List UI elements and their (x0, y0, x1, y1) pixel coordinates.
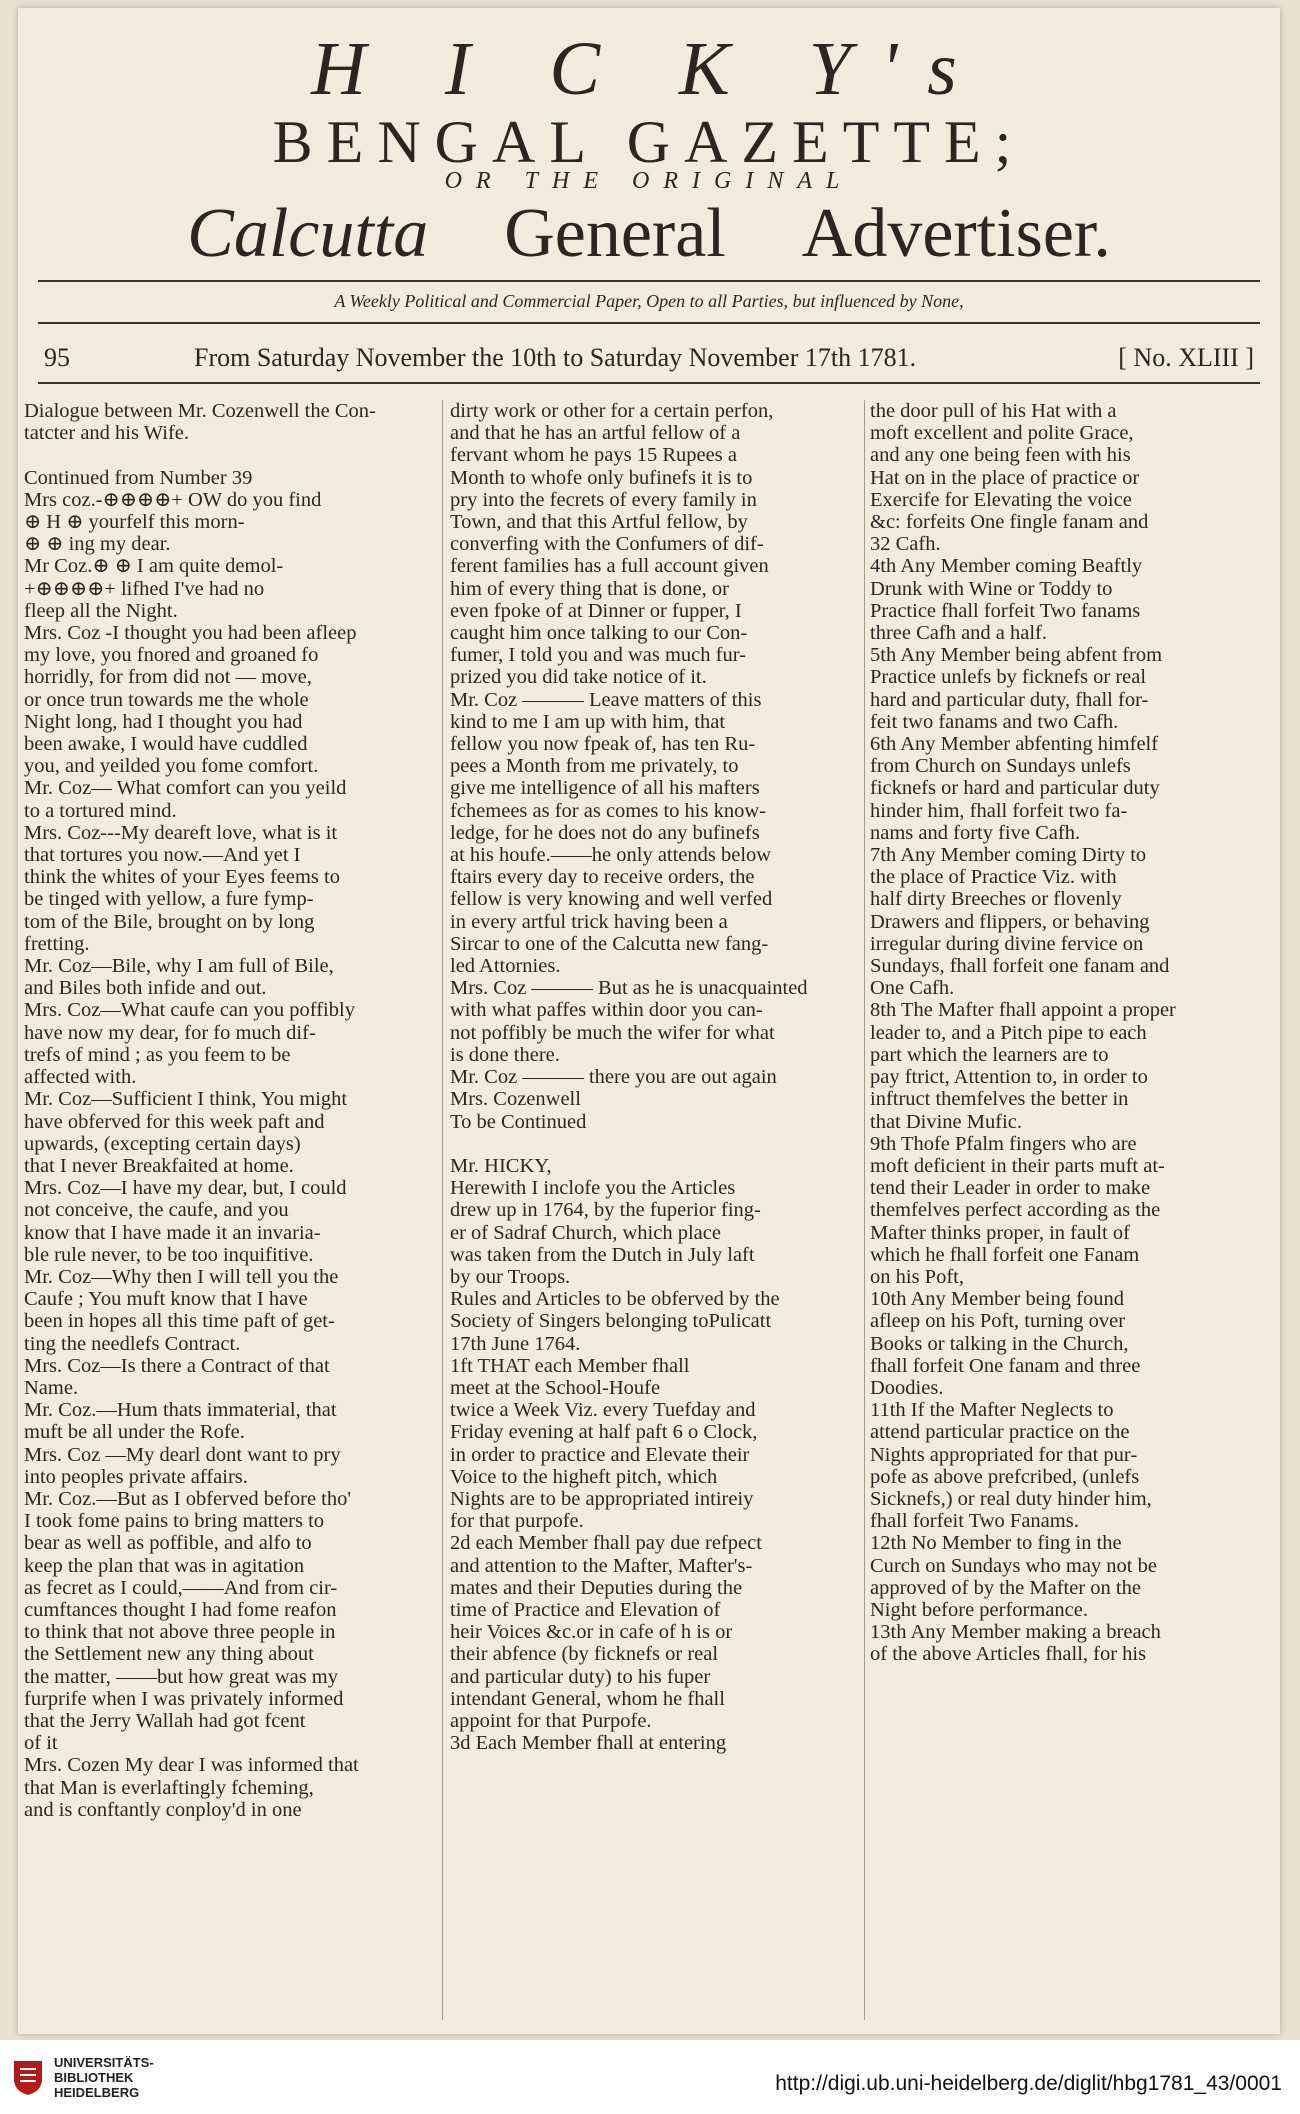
text-line: of the above Articles fhall, for his (870, 1643, 1147, 1666)
text-line: Rules and Articles to be obferved by the (450, 1288, 780, 1311)
text-line: that Divine Mufic. (870, 1110, 1023, 1133)
library-line: BIBLIOTHEK (54, 2070, 134, 2085)
text-line: to think that not above three people in (24, 1621, 336, 1644)
text-line: and is conftantly conploy'd in one (24, 1798, 302, 1821)
masthead-rule-top (38, 280, 1260, 282)
text-line: Mrs. Coz—I have my dear, but, I could (24, 1177, 347, 1200)
text-line: and particular duty) to his fuper (450, 1665, 711, 1688)
text-line: have now my dear, for fo much dif- (24, 1021, 316, 1044)
text-line: give me intelligence of all his mafters (450, 777, 760, 800)
text-line: Sundays, fhall forfeit one fanam and (870, 955, 1170, 978)
text-line: converfing with the Confumers of dif- (450, 533, 764, 556)
source-url[interactable]: http://digi.ub.uni-heidelberg.de/diglit/hbg1781_43/0001 (775, 2072, 1282, 2095)
text-line: into peoples private affairs. (24, 1465, 248, 1488)
text-line: Hat on in the place of practice or (870, 466, 1140, 489)
text-line: ble rule never, to be too inquifitive. (24, 1243, 314, 1266)
text-line: Mr. Coz ——— there you are out again (450, 1066, 777, 1089)
text-line: that Man is everlaftingly fcheming, (24, 1776, 314, 1799)
text-line: I took fome pains to bring matters to (24, 1510, 325, 1533)
text-line: half dirty Breeches or flovenly (870, 888, 1122, 911)
text-line: feit two fanams and two Cafh. (870, 710, 1119, 733)
text-line: fretting. (24, 932, 90, 955)
text-line: fervant whom he pays 15 Rupees a (450, 444, 737, 467)
text-line: To be Continued (450, 1110, 587, 1133)
text-line: their abfence (by ficknefs or real (450, 1643, 719, 1666)
text-line: 8th The Mafter fhall appoint a proper (870, 999, 1176, 1022)
text-line: ⊕ H ⊕ yourfelf this morn- (24, 511, 245, 534)
text-line: tend their Leader in order to make (870, 1177, 1151, 1200)
text-line: bear as well as poffible, and alfo to (24, 1532, 312, 1555)
text-line: Month to whofe only bufinefs it is to (450, 466, 753, 489)
text-line: twice a Week Viz. every Tuefday and (450, 1399, 756, 1422)
text-line: nams and forty five Cafh. (870, 821, 1081, 844)
text-line: Night long, had I thought you had (24, 710, 303, 733)
text-line: upwards, (excepting certain days) (24, 1132, 301, 1155)
issue-dates: From Saturday November the 10th to Saturday November 17th 1781. (194, 343, 917, 372)
text-line: Herewith I inclofe you the Articles (450, 1177, 736, 1200)
text-line: Mr. Coz— What comfort can you yeild (24, 777, 347, 800)
text-line: not poffibly be much the wifer for what (450, 1021, 775, 1044)
masthead-calcutta-line (18, 194, 1280, 274)
column-middle (450, 400, 860, 1754)
library-logo-text (54, 2055, 154, 2100)
text-line: Continued from Number 39 (24, 466, 253, 489)
text-line: as fecret as I could,——And from cir- (24, 1576, 338, 1599)
text-line: from Church on Sundays unlefs (870, 755, 1131, 778)
text-line: prized you did take notice of it. (450, 666, 707, 689)
text-line: Mrs. Cozen My dear I was informed that (24, 1754, 359, 1777)
text-line: irregular during divine fervice on (870, 932, 1144, 955)
text-line: fleep all the Night. (24, 599, 178, 622)
text-line: ledge, for he does not do any bufinefs (450, 821, 760, 844)
text-line: heir Voices &c.or in cafe of h is or (450, 1621, 733, 1644)
text-line: been awake, I would have cuddled (24, 733, 308, 756)
text-line: Sicknefs,) or real duty hinder him, (870, 1487, 1152, 1510)
text-line: leader to, and a Pitch pipe to each (870, 1021, 1147, 1044)
text-line: 17th June 1764. (450, 1332, 581, 1355)
text-line: Voice to the higheft pitch, which (450, 1465, 718, 1488)
text-line: hinder him, fhall forfeit two fa- (870, 799, 1128, 822)
text-line: pay ftrict, Attention to, in order to (870, 1066, 1148, 1089)
text-line: 9th Thofe Pfalm fingers who are (870, 1132, 1137, 1155)
text-line: 2d each Member fhall pay due refpect (450, 1532, 762, 1555)
university-seal-icon (10, 2057, 46, 2097)
text-line: three Cafh and a half. (870, 622, 1048, 645)
text-line: Mr. Coz—Why then I will tell you the (24, 1265, 339, 1288)
text-line: the matter, ——but how great was my (24, 1665, 339, 1688)
masthead-title-bengal-gazette: BENGAL GAZETTE; (272, 109, 1026, 175)
text-line: fhall forfeit One fanam and three (870, 1354, 1141, 1377)
text-line: Books or talking in the Church, (870, 1332, 1129, 1355)
text-line: Doodies. (870, 1376, 944, 1399)
text-line: that the Jerry Wallah had got fcent (24, 1709, 306, 1732)
text-line: muft be all under the Rofe. (24, 1421, 245, 1444)
text-line: attend particular practice on the (870, 1421, 1130, 1444)
text-line: 5th Any Member being abfent from (870, 644, 1163, 667)
text-line (450, 1133, 860, 1155)
text-line: ftairs every day to receive orders, the (450, 866, 755, 889)
text-line: Name. (24, 1376, 79, 1399)
text-line: at his houfe.——he only attends below (450, 844, 772, 867)
text-line: keep the plan that was in agitation (24, 1554, 305, 1577)
text-line: pees a Month from me privately, to (450, 755, 739, 778)
text-line: Exercife for Elevating the voice (870, 488, 1132, 511)
text-line: was taken from the Dutch in July laft (450, 1243, 755, 1266)
text-line: Mafter thinks proper, in fault of (870, 1221, 1130, 1244)
text-line: 3d Each Member fhall at entering (450, 1732, 727, 1755)
text-line: Mrs. Coz -I thought you had been afleep (24, 622, 357, 645)
text-line: trefs of mind ; as you feem to be (24, 1043, 291, 1066)
text-line: that tortures you now.—And yet I (24, 844, 301, 867)
text-line: part which the learners are to (870, 1043, 1109, 1066)
text-line: him of every thing that is done, or (450, 577, 729, 600)
text-line: 6th Any Member abfenting himfelf (870, 733, 1159, 756)
text-line: moft deficient in their parts muft at- (870, 1154, 1165, 1177)
text-line: for that purpofe. (450, 1510, 584, 1533)
text-line: Mrs. Coz---My deareft love, what is it (24, 821, 338, 844)
text-line: inftruct themfelves the better in (870, 1088, 1129, 1111)
masthead-tagline: A Weekly Political and Commercial Paper, Open to all Parties, but influenced by None, (334, 291, 964, 311)
text-line: Mr. Coz—Sufficient I think, You might (24, 1088, 348, 1111)
text-line: been in hopes all this time paft of get- (24, 1310, 335, 1333)
text-line: by our Troops. (450, 1265, 571, 1288)
text-line: affected with. (24, 1066, 137, 1089)
text-line: the Settlement new any thing about (24, 1643, 314, 1666)
text-line: approved of by the Mafter on the (870, 1576, 1141, 1599)
text-line: the place of Practice Viz. with (870, 866, 1117, 889)
masthead-subtitle: OR THE ORIGINAL (444, 168, 854, 194)
text-line: Dialogue between Mr. Cozenwell the Con- (24, 400, 376, 422)
text-line: Nights are to be appropriated intireiy (450, 1487, 754, 1510)
text-line: 4th Any Member coming Beaftly (870, 555, 1143, 578)
text-line: even fpoke of at Dinner or fupper, I (450, 599, 742, 622)
text-line: Mr Coz.⊕ ⊕ I am quite demol- (24, 555, 284, 578)
text-line: tatcter and his Wife. (24, 422, 190, 445)
text-line: pofe as above prefcribed, (unlefs (870, 1465, 1140, 1488)
text-line: in every artful trick having been a (450, 910, 728, 933)
text-line: Mr. Coz.—But as I obferved before tho' (24, 1487, 352, 1510)
masthead-calcutta: Calcutta (187, 195, 429, 272)
text-line: caught him once talking to our Con- (450, 622, 748, 645)
column-right (870, 400, 1274, 1666)
page-number: 95 (44, 343, 70, 372)
text-line: Society of Singers belonging toPulicatt (450, 1310, 772, 1333)
text-line: dirty work or other for a certain perfon, (450, 400, 774, 422)
text-line: in order to practice and Elevate their (450, 1443, 750, 1466)
text-line: pry into the fecrets of every family in (450, 488, 757, 511)
text-line: Mr. Coz ——— Leave matters of this (450, 688, 762, 711)
text-line: that I never Breakfaited at home. (24, 1154, 294, 1177)
text-line: Curch on Sundays who may not be (870, 1554, 1157, 1577)
text-line: 10th Any Member being found (870, 1288, 1124, 1311)
text-line: fhall forfeit Two Fanams. (870, 1510, 1079, 1533)
library-line: UNIVERSITÄTS- (54, 2055, 154, 2070)
masthead-rule-middle (38, 322, 1260, 324)
text-line: time of Practice and Elevation of (450, 1598, 721, 1621)
column-divider (864, 400, 865, 2020)
text-line: be tinged with yellow, a fure fymp- (24, 888, 314, 911)
text-line: 1ft THAT each Member fhall (450, 1354, 690, 1377)
text-line: meet at the School-Houfe (450, 1376, 661, 1399)
text-line: hard and particular duty, fhall for- (870, 688, 1149, 711)
text-line: Night before performance. (870, 1598, 1088, 1621)
masthead-title-hicky: H I C K Y's (311, 27, 987, 111)
text-line: 13th Any Member making a breach (870, 1621, 1161, 1644)
text-line: not conceive, the caufe, and you (24, 1199, 289, 1222)
text-line: of it (24, 1732, 58, 1755)
library-line: HEIDELBERG (54, 2085, 140, 2100)
text-line: Mr. Coz—Bile, why I am full of Bile, (24, 955, 334, 978)
text-line: ting the needlefs Contract. (24, 1332, 241, 1355)
text-line: fellow you now fpeak of, has ten Ru- (450, 733, 756, 756)
text-line: afleep on his Poft, turning over (870, 1310, 1126, 1333)
text-line: 32 Cafh. (870, 533, 941, 556)
text-line: and attention to the Mafter, Mafter's- (450, 1554, 753, 1577)
text-line: appoint for that Purpofe. (450, 1709, 652, 1732)
text-line: Mrs. Cozenwell (450, 1088, 581, 1111)
text-line: Mrs. Coz —My dearl dont want to pry (24, 1443, 341, 1466)
text-line: fellow is very knowing and well verfed (450, 888, 773, 911)
text-line: +⊕⊕⊕⊕+ lifhed I've had no (24, 577, 265, 600)
text-line: Mrs coz.-⊕⊕⊕⊕+ OW do you find (24, 488, 322, 511)
text-line: Caufe ; You muft know that I have (24, 1288, 308, 1311)
text-line: and Biles both infide and out. (24, 977, 267, 1000)
text-line: Practice fhall forfeit Two fanams (870, 599, 1141, 622)
text-line: &c: forfeits One fingle fanam and (870, 511, 1149, 534)
text-line: furprife when I was privately informed (24, 1687, 344, 1710)
text-line: ⊕ ⊕ ing my dear. (24, 533, 171, 556)
text-line: which he fhall forfeit one Fanam (870, 1243, 1140, 1266)
text-line: ferent families has a full account given (450, 555, 769, 578)
text-line: know that I have made it an invaria- (24, 1221, 321, 1244)
issue-number: [ No. XLIII ] (1118, 343, 1254, 372)
text-line: the door pull of his Hat with a (870, 400, 1117, 422)
text-line: you, and yeilded you fome comfort. (24, 755, 319, 778)
text-line: Practice unlefs by ficknefs or real (870, 666, 1147, 689)
text-line: 11th If the Mafter Neglects to (870, 1399, 1114, 1422)
text-line: cumftances thought I had fome reafon (24, 1598, 337, 1621)
text-line: is done there. (450, 1043, 560, 1066)
dateline-rule (38, 382, 1260, 384)
text-line: Mrs. Coz—Is there a Contract of that (24, 1354, 330, 1377)
text-line: ficknefs or hard and particular duty (870, 777, 1160, 800)
text-line: led Attornies. (450, 955, 561, 978)
text-line: or once trun towards me the whole (24, 688, 309, 711)
text-line: Friday evening at half paft 6 o Clock, (450, 1421, 758, 1444)
text-line: Town, and that this Artful fellow, by (450, 511, 748, 534)
text-line: drew up in 1764, by the fuperior fing- (450, 1199, 761, 1222)
text-line: and any one being feen with his (870, 444, 1131, 467)
masthead-advertiser: Advertiser. (801, 195, 1111, 272)
text-line: my love, you fnored and groaned fo (24, 644, 319, 667)
newspaper-page (18, 8, 1280, 2034)
text-line: horridly, for from did not — move, (24, 666, 312, 689)
text-line: Sircar to one of the Calcutta new fang- (450, 932, 769, 955)
text-line: er of Sadraf Church, which place (450, 1221, 721, 1244)
text-line: fumer, I told you and was much fur- (450, 644, 746, 667)
text-line: and that he has an artful fellow of a (450, 422, 741, 445)
text-line: moft excellent and polite Grace, (870, 422, 1134, 445)
text-line: tom of the Bile, brought on by long (24, 910, 315, 933)
text-line: intendant General, whom he fhall (450, 1687, 725, 1710)
text-line: mates and their Deputies during the (450, 1576, 743, 1599)
text-line: Drawers and flippers, or behaving (870, 910, 1150, 933)
text-line: to a tortured mind. (24, 799, 177, 822)
text-line: themfelves perfect according as the (870, 1199, 1161, 1222)
text-line: Drunk with Wine or Toddy to (870, 577, 1113, 600)
text-line: on his Poft, (870, 1265, 964, 1288)
column-left (24, 400, 434, 1821)
text-line: Mr. Coz.—Hum thats immaterial, that (24, 1399, 337, 1422)
text-line: have obferved for this week paft and (24, 1110, 325, 1133)
text-line: Nights appropriated for that pur- (870, 1443, 1138, 1466)
text-line: think the whites of your Eyes feems to (24, 866, 340, 889)
text-line: fchemees as for as comes to his know- (450, 799, 766, 822)
text-line: Mrs. Coz—What caufe can you poffibly (24, 999, 355, 1022)
text-line: with what paffes within door you can- (450, 999, 763, 1022)
text-line (24, 444, 434, 466)
column-divider (442, 400, 443, 2020)
masthead-general: General (504, 195, 726, 272)
text-line: One Cafh. (870, 977, 955, 1000)
text-line: 12th No Member to fing in the (870, 1532, 1122, 1555)
text-line: kind to me I am up with him, that (450, 710, 726, 733)
text-line: 7th Any Member coming Dirty to (870, 844, 1147, 867)
text-line: Mr. HICKY, (450, 1154, 552, 1177)
text-line: Mrs. Coz ——— But as he is unacquainted (450, 977, 808, 1000)
